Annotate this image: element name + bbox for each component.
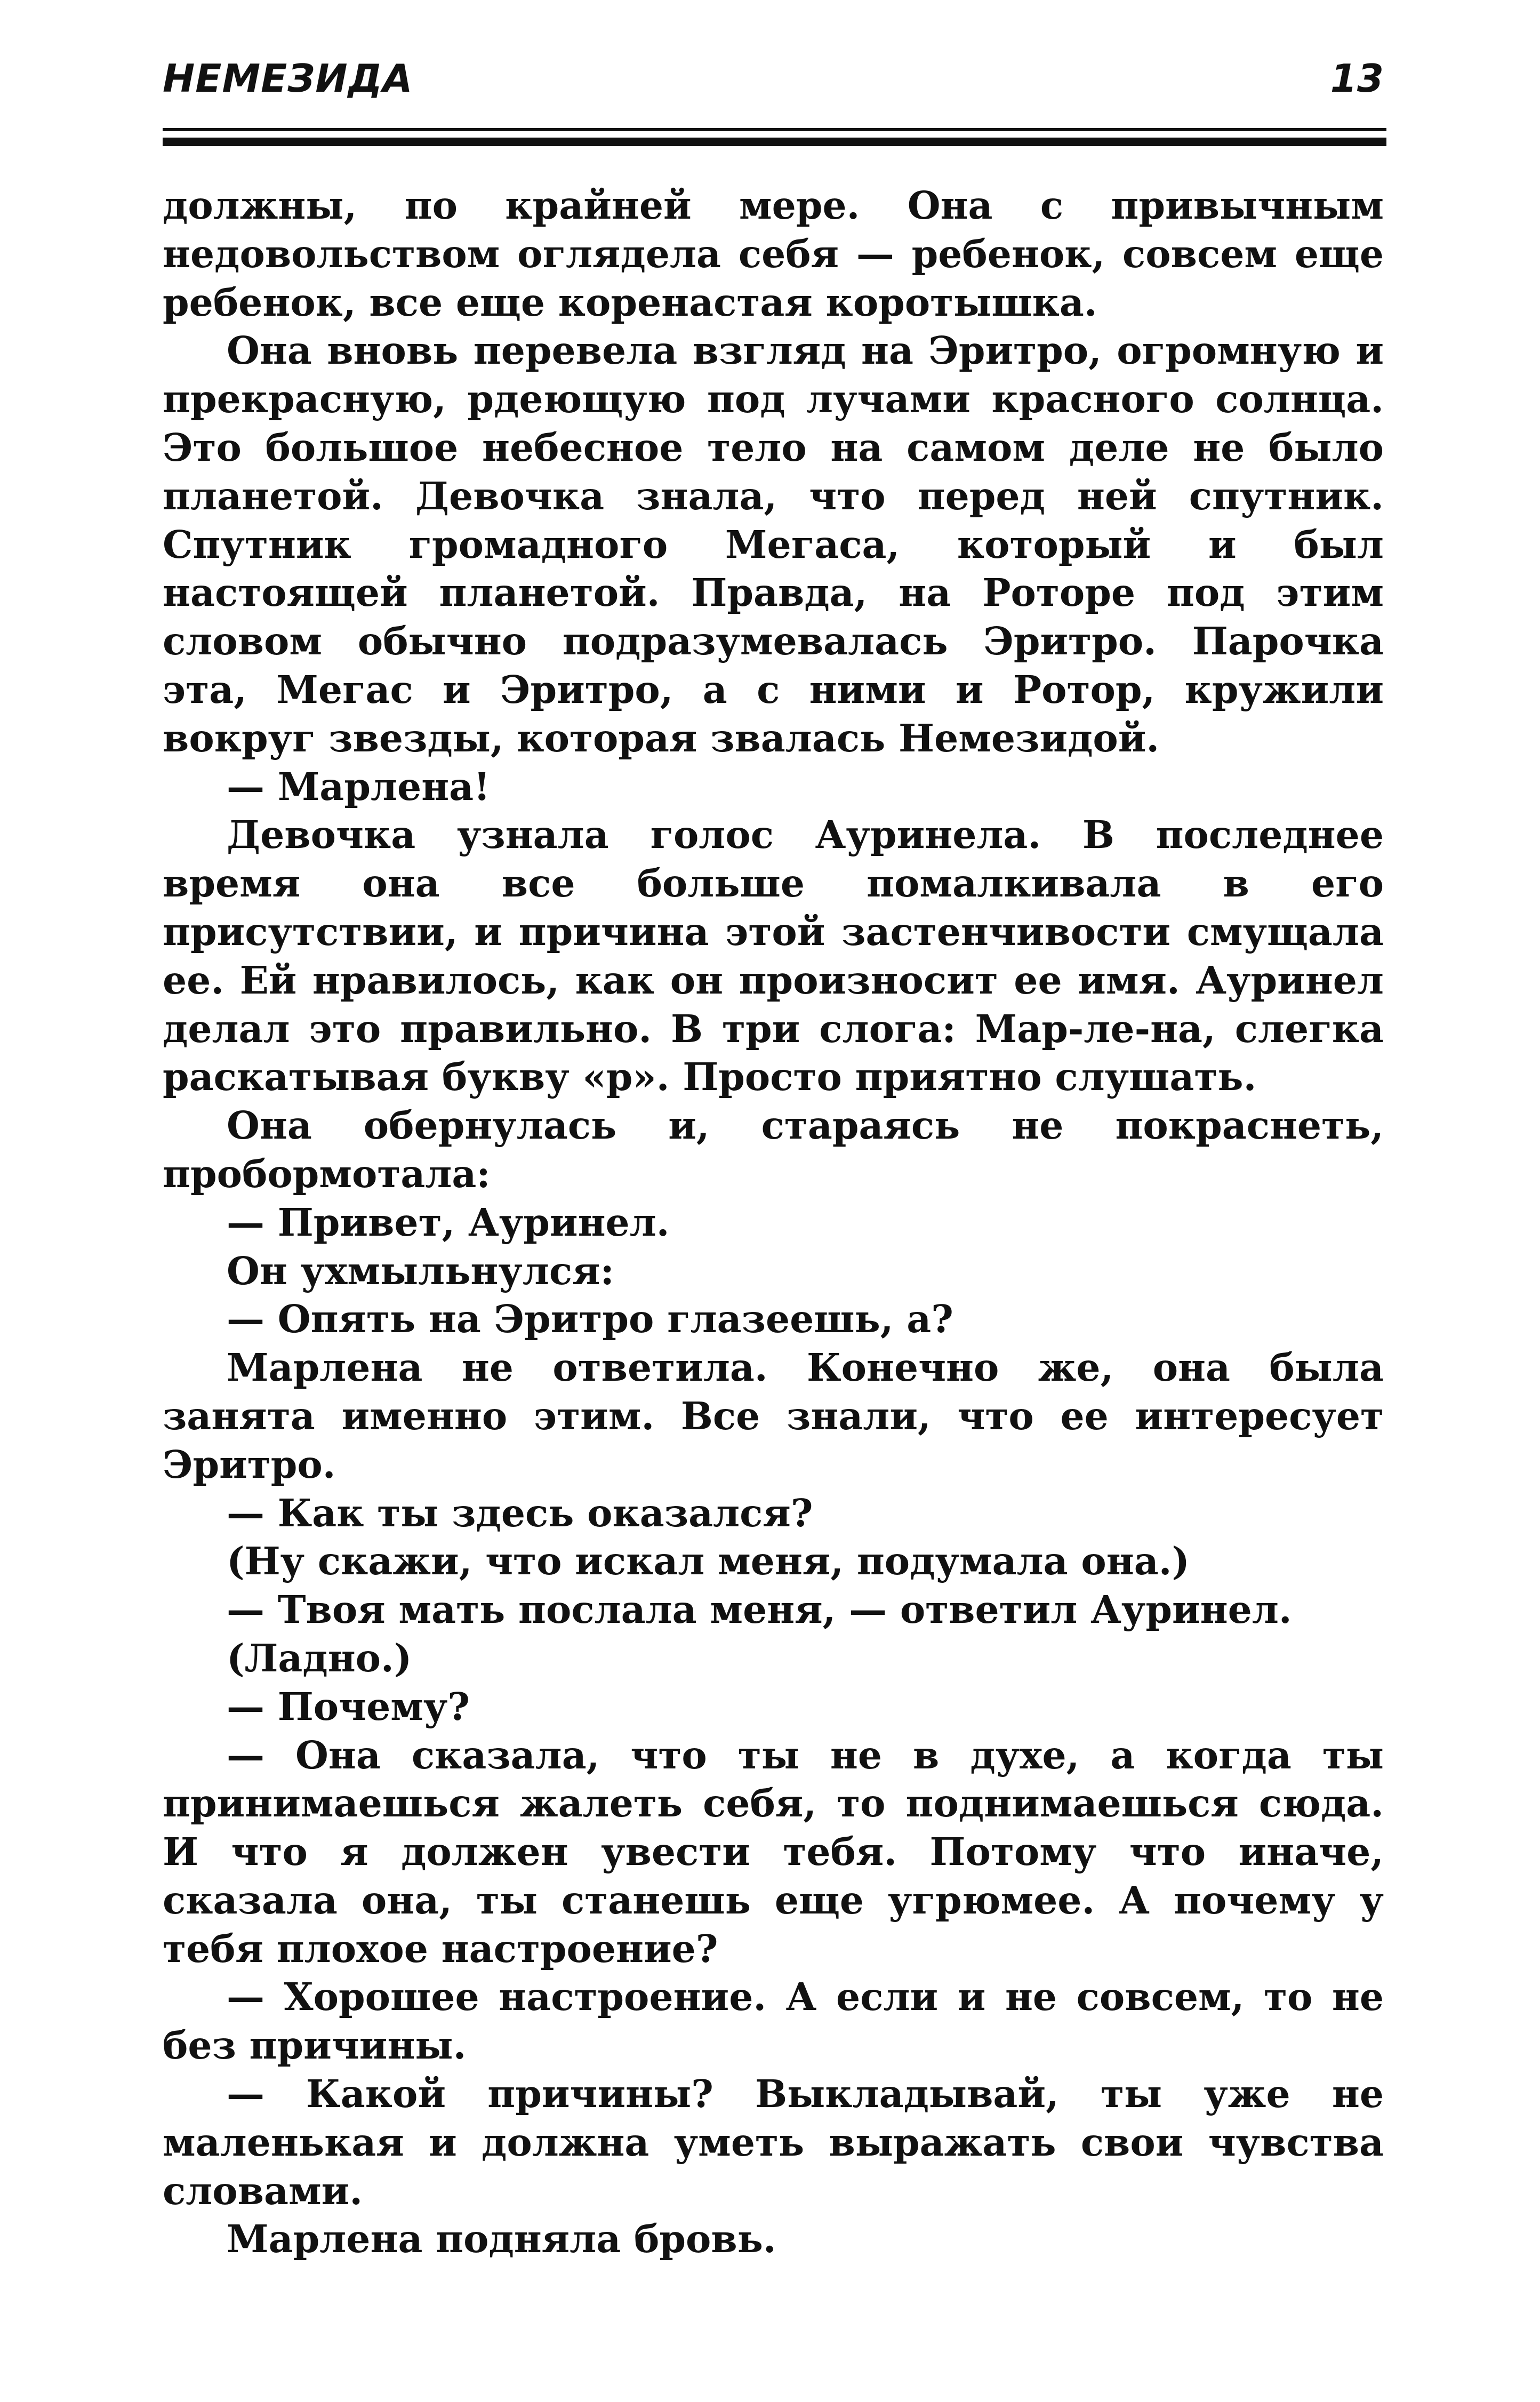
paragraph: — Опять на Эритро глазеешь, а? — [227, 1296, 953, 1342]
paragraph: — Привет, Ауринел. — [227, 1199, 670, 1245]
paragraph: должны, по крайней мере. Она с привычным недовольством оглядела себя — ребенок, совсем еще ребенок, все еще коренастая коротышка. — [163, 183, 1384, 325]
paragraph: Она обернулась и, стараясь не покраснеть, пробормотала: — [163, 1103, 1384, 1196]
paragraph: Девочка узнала голос Ауринела. В последнее время она все больше помалкивала в его присутствии, и причина этой застенчивости смущала ее. Ей нравилось, как он произносит ее имя. Ауринел делал это правильно. В три слога: Мар-ле-на, слегка раскатывая букву «р». Просто приятно слушать. — [163, 812, 1384, 1100]
paragraph: — Она сказала, что ты не в духе, а когда ты принимаешься жалеть себя, то поднимаешься сюда. И что я должен увести тебя. Потому что иначе, сказала она, ты станешь еще угрюмее. А почему у тебя плохое настроение? — [163, 1732, 1384, 1971]
paragraph: — Хорошее настроение. А если и не совсем, то не без причины. — [163, 1974, 1384, 2068]
paragraph: Она вновь перевела взгляд на Эритро, огромную и прекрасную, рдеющую под лучами красного солнца. Это большое небесное тело на самом деле не было планетой. Девочка знала, что перед ней спутник. Спутник громадного Мегаса, который и был настоящей планетой. Правда, на Роторе под этим словом обычно подразумевалась Эритро. Парочка эта, Мегас и Эритро, а с ними и Ротор, кружили вокруг звезды, которая звалась Немезидой. — [163, 328, 1384, 760]
paragraph: (Ну скажи, что искал меня, подумала она.) — [227, 1539, 1190, 1584]
paragraph: Марлена подняла бровь. — [227, 2216, 776, 2262]
paragraph: — Почему? — [227, 1684, 470, 1729]
paragraph: (Ладно.) — [227, 1635, 412, 1680]
page-header — [163, 49, 1384, 108]
page-number: 13 — [1330, 56, 1384, 101]
paragraph: Марлена не ответила. Конечно же, она была занята именно этим. Все знали, что ее интересует Эритро. — [163, 1345, 1384, 1487]
body-text — [163, 181, 1384, 2263]
header-rule-thick — [163, 138, 1386, 146]
paragraph: — Как ты здесь оказался? — [227, 1490, 813, 1535]
running-title: НЕМЕЗИДА — [163, 56, 413, 101]
paragraph: Он ухмыльнулся: — [227, 1248, 614, 1293]
paragraph: — Твоя мать послала меня, — ответил Ауринел. — [227, 1587, 1292, 1632]
paragraph: — Какой причины? Выкладывай, ты уже не маленькая и должна уметь выражать свои чувства словами. — [163, 2071, 1384, 2213]
header-rule-thin — [163, 128, 1386, 131]
paragraph: — Марлена! — [227, 764, 491, 809]
